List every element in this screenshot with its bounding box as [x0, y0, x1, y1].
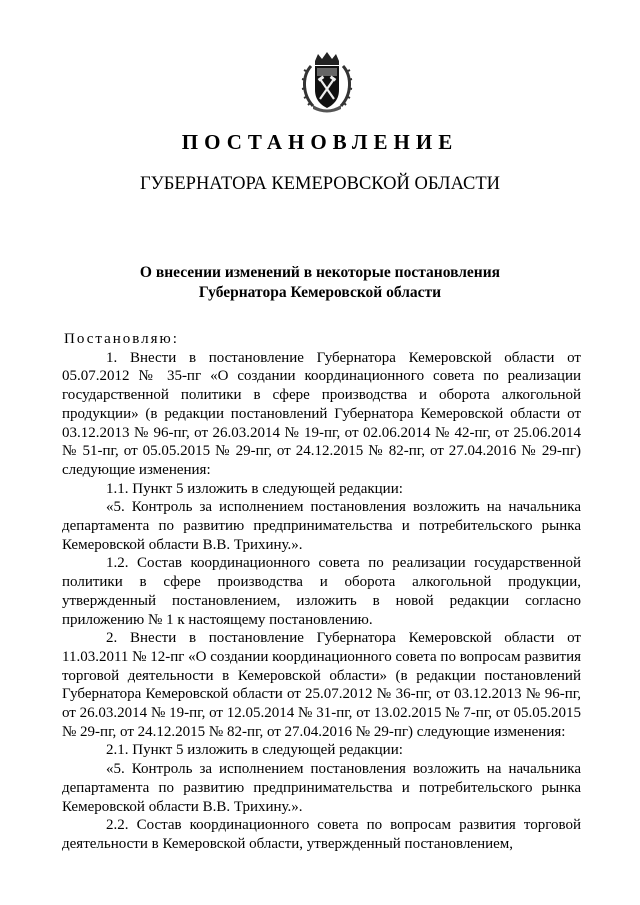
paragraph: «5. Контроль за исполнением постановления возложить на начальника департамента по развитию предпринимательства и потребительского рынка Кемеровской области В.В. Трихину.».: [62, 761, 581, 815]
document-title-line: О внесении изменений в некоторые постановления: [139, 264, 501, 281]
paragraph: 2.1. Пункт 5 изложить в следующей редакции:: [106, 742, 403, 759]
paragraph: 2.2. Состав координационного совета по вопросам развития торговой деятельности в Кемеровской области, утвержденный постановлением,: [62, 817, 581, 852]
decree-word: Постановляю:: [64, 331, 179, 347]
document-type-heading: ПОСТАНОВЛЕНИЕ: [181, 130, 459, 154]
document-title: [0, 263, 640, 303]
coat-of-arms-icon: [300, 52, 354, 114]
paragraph: 1.1. Пункт 5 изложить в следующей редакции:: [106, 480, 403, 497]
issuer-heading: ГУБЕРНАТОРА КЕМЕРОВСКОЙ ОБЛАСТИ: [139, 174, 501, 194]
paragraph: 2. Внести в постановление Губернатора Кемеровской области от 11.03.2011 № 12-пг «О создании координационного совета по вопросам развития торговой деятельности в Кемеровской области» (в редакции постановлений Губернатора Кемеровской области от 25.07.2012 № 36-пг, от 03.12.2013 № 96-пг, от 26.03.2014 № 19-пг, от 12.05.2014 № 31-пг, от 13.02.2015 № 7-пг, от 05.05.2015 № 29-пг, от 24.12.2015 № 82-пг, от 27.04.2016 № 29-пг) следующие изменения:: [62, 630, 581, 740]
paragraph: «5. Контроль за исполнением постановления возложить на начальника департамента по развитию предпринимательства и потребительского рынка Кемеровской области В.В. Трихину.».: [62, 499, 581, 553]
document-title-line: Губернатора Кемеровской области: [198, 284, 442, 301]
document-body: [62, 330, 581, 854]
paragraph: 1.2. Состав координационного совета по реализации государственной политики в сфере производства и оборота алкогольной продукции, утвержденный постановлением, изложить в новой редакции согласно приложению № 1 к настоящему постановлению.: [62, 555, 581, 628]
paragraph: 1. Внести в постановление Губернатора Кемеровской области от 05.07.2012 № 35-пг «О создании координационного совета по реализации государственной политики в сфере производства и оборота алкогольной продукции» (в редакции постановлений Губернатора Кемеровской области от 03.12.2013 № 96-пг, от 26.03.2014 № 19-пг, от 02.06.2014 № 42-пг, от 25.06.2014 № 51-пг, от 05.05.2015 № 29-пг, от 24.12.2015 № 82-пг, от 27.04.2016 № 29-пг) следующие изменения:: [62, 349, 581, 478]
